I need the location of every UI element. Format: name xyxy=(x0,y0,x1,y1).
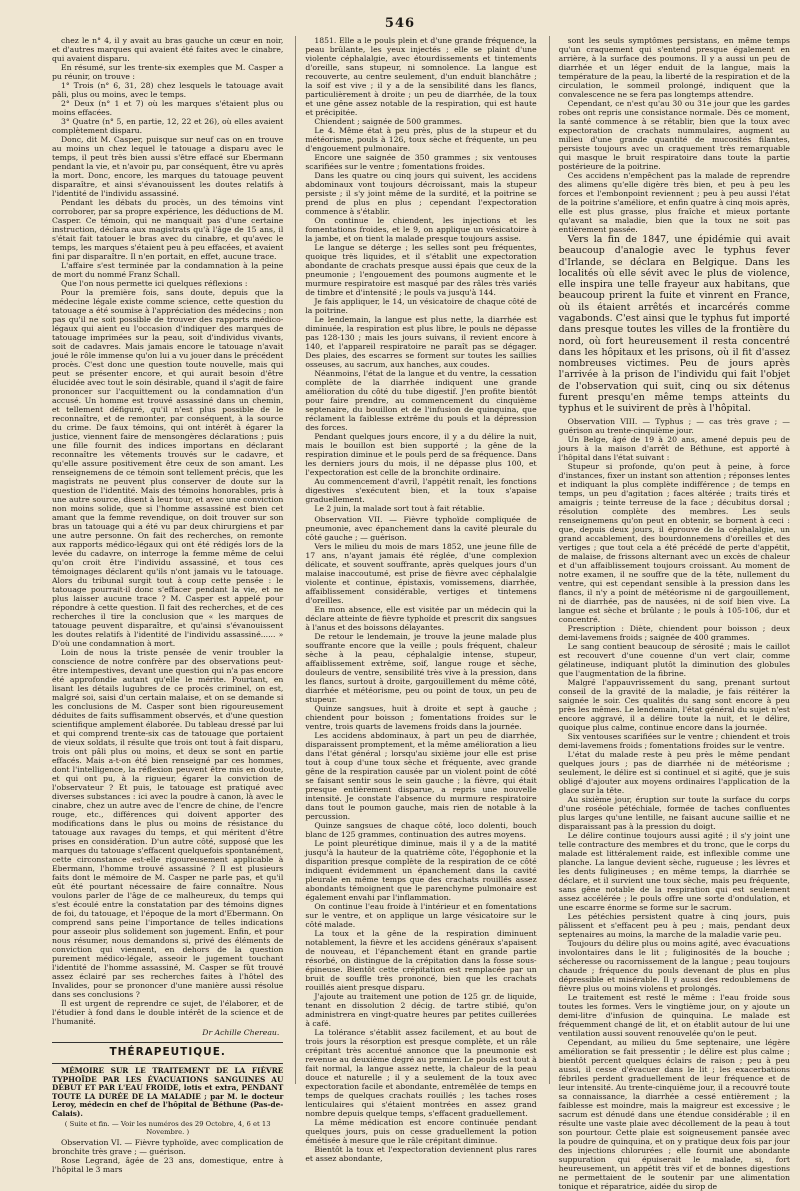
paragraph: Les accidens abdominaux, à part un peu de diarrhée, disparaissent promptement, et la même amélioration a lieu dans l'état général ; lorsqu'au sixième jour elle est prise tout à coup d'une toux sèche et fréquente, avec grande gêne de la respiration causée par un violent point de côté se faisant sentir sous le sein gauche ; la fièvre, qui était presque entièrement disparue, a repris une nouvelle intensité. Je constate l'absence du murmure respiratoire dans tout le poumon gauche, mais rien de notable à la percussion. xyxy=(305,731,537,821)
paragraph: En résumé, sur les trente-six exemples que M. Casper a pu réunir, on trouve : xyxy=(52,63,284,81)
paragraph: Au commencement d'avril, l'appétit renaît, les fonctions digestives s'exécutent bien, et la toux s'apaise graduellement. xyxy=(305,477,537,504)
paragraph: J'ajoute au traitement une potion de 125 gr. de liquide, tenant en dissolution 2 décig. de tartre stibié, qu'on administrera en vingt-quatre heures par petites cuillerées à café. xyxy=(305,992,537,1028)
paragraph: L'affaire s'est terminée par la condamnation à la peine de mort du nommé Franz Schall. xyxy=(52,261,284,279)
paragraph: Encore une saignée de 350 grammes ; six ventouses scarifiées sur le ventre ; fomentations froides. xyxy=(305,153,537,171)
paragraph: sont les seuls symptômes persistans, en même temps qu'un craquement qui s'entend presque également en arrière, à la surface des poumons. Il y a aussi un peu de diarrhée et un léger enduit de la langue, mais la température de la peau, la liberté de la respiration et de la circulation, le sommeil prolongé, indiquent que la convalescence ne se fera pas longtemps attendre. xyxy=(558,36,790,99)
paragraph: Le lendemain, la langue est plus nette, la diarrhée est diminuée, la respiration est plus libre, le pouls ne dépasse pas 128-130 ; mais les jours suivans, il revient encore à 140, et l'appareil respiratoire ne paraît pas se dégager. Des plaies, des escarres se forment sur toutes les saillies osseuses, au sacrum, aux hanches, aux coudes. xyxy=(305,315,537,369)
paragraph: Le 4. Même état à peu près, plus de la stupeur et du météorisme, pouls à 126, toux sèche et fréquente, un peu d'engouement pulmonaire. xyxy=(305,126,537,153)
paragraph: Pendant les débats du procès, un des témoins vint corroborer, par sa propre expérience, les déductions de M. Casper. Ce témoin, qui ne manquait pas d'une certaine instruction, déclara aux magistrats qu'à l'âge de 15 ans, il s'était fait tatouer le bras avec du cinabre, et qu'avec le temps, les marques s'étaient peu à peu effacées, et avaient fini par disparaître. Il n'en portait, en effet, aucune trace. xyxy=(52,198,284,261)
paragraph: Le traitement est resté le même : l'eau froide sous toutes les formes. Vers le vingtième jour, on y ajoute un demi-litre d'infusion de quinquina. Le malade est fréquemment changé de lit, et on établit autour de lui une ventilation aussi souvent renouvelée qu'on le peut. xyxy=(558,992,790,1038)
paragraph: Le langue se déterge ; les selles sont peu fréquentes, quoique très liquides, et il s'établit une expectoration abondante de crachats presque aussi épais que ceux de la pneumonie ; l'engouement des poumons augmente et le murmure respiratoire est masqué par des râles très variés de timbre et d'intensité ; le pouls va jusqu'à 144. xyxy=(305,243,537,297)
column-2 xyxy=(295,36,537,1163)
paragraph: Pendant quelques jours encore, il y a du délire la nuit, mais le bouillon est bien supporté ; la gêne de la respiration diminue et le pouls perd de sa fréquence. Dans les derniers jours du mois, il ne dépasse plus 100, et l'expectoration est celle de la bronchite ordinaire. xyxy=(305,432,537,477)
paragraph: 1851. Elle a le pouls plein et d'une grande fréquence, la peau brûlante, les yeux injectés ; elle se plaint d'une violente céphalalgie, avec étourdissements et tintements d'oreille, sans stupeur, ni somnolence. La langue est recouverte, au centre seulement, d'un enduit blanchâtre ; la soif est vive ; il y a de la sensibilité dans les flancs, particulièrement à droite ; un peu de diarrhée, de la toux et une gêne assez notable de la respiration, qui est haute et précipitée. xyxy=(305,36,537,117)
paragraph: Six ventouses scarifiées sur le ventre ; chiendent et trois demi-lavemens froids ; fomentations froides sur le ventre. xyxy=(558,731,790,750)
signature: Dr Achille Chereau. xyxy=(202,1028,280,1037)
column-3 xyxy=(549,36,790,1191)
article-heading: MÉMOIRE SUR LE TRAITEMENT DE LA FIÈVRE TYPHOÏDE PAR LES ÉVACUATIONS SANGUINES AU DÉBUT ET PAR L'EAU FROIDE, lotis et extra, PENDANT TOUTE LA DURÉE DE LA MALADIE ; par M. le docteur Leroy, médecin en chef de l'hôpital de Béthune (Pas-de-Calais). xyxy=(52,1066,284,1119)
paragraph: Dans les quatre ou cinq jours qui suivent, les accidens abdominaux vont toujours décroissant, mais la stupeur persiste ; il s'y joint même de la surdité, et la poitrine se prend de plus en plus ; cependant l'expectoration commence à s'établir. xyxy=(305,171,537,216)
paragraph: Ces accidens n'empêchent pas la malade de reprendre des alimens qu'elle digère très bien, et peu à peu les forces et l'embonpoint reviennent ; peu à peu aussi l'état de la poitrine s'améliore, et enfin quatre à cinq mois après, elle est plus grasse, plus fraîche et mieux portante qu'avant sa maladie, bien que la toux ne soit pas entièrement passée. xyxy=(558,171,790,234)
paragraph: 3° Quatre (n° 5, en partie, 12, 22 et 26), où elles avaient complètement disparu. xyxy=(52,117,284,135)
paragraph: Loin de nous la triste pensée de venir troubler la conscience de notre confrère par des observations peut-être intempestives, devant une question qui n'a pas encore été approfondie autant qu'elle le mérite. Pourtant, en lisant les détails lugubres de ce procès criminel, on est, malgré soi, saisi d'un certain malaise, et on se demande si les conclusions de M. Casper sont bien rigoureusement déduites de faits suffisamment observés, et d'une question scientifique amplement élaborée. Du tableau dressé par lui et qui comprend trente-six cas de tatouage que portaient de vieux soldats, il résulte que trois ont tout à fait disparu, trois ont pâli plus ou moins, et deux se sont en partie effacés. Mais a-t-on été bien renseigné par ces hommes, dont l'intelligence, la réflexion peuvent être mis en doute, et qui ont pu, à la rigueur, égarer la conviction de l'observateur ? Et puis, le tatouage est pratiqué avec diverses substances : ici avec la poudre à canon, là avec le cinabre, chez un autre avec de l'encre de chine, de l'encre rouge, etc., différences qui doivent apporter des modifications dans le plus ou moins de résistance du tatouage aux ravages du temps, et qui méritent d'être prises en considération. D'un autre côté, supposé que les marques du tatouage s'effacent quelquefois spontanément, cette circonstance est-elle rigoureusement applicable à Ebermann, l'homme trouvé assassiné ? Il est plusieurs faits dont le mémoire de M. Casper ne parle pas, et qu'il eût été pourtant nécessaire de faire connaître. Nous voulons parler de l'âge de ce malheureux, du temps qui s'est écoulé entre la constatation par des témoins dignes de foi, du tatouage, et l'époque de la mort d'Ebermann. On comprend sans peine l'importance de telles indications pour asseoir plus solidement son jugement. Enfin, et pour nous résumer, nous demandons si, privé des éléments de conviction qui viennent, en dehors de la question purement médico-légale, asseoir le jugement touchant l'identité de l'homme assassiné, M. Casper se fût trouvé assez éclairé par ses recherches faites à l'hôtel des Invalides, pour se prononcer d'une manière aussi résolue dans ses conclusions ? xyxy=(52,648,284,999)
paragraph: Le 2 juin, la malade sort tout à fait rétablie. xyxy=(314,504,485,513)
paragraph: La tolérance s'établit assez facilement, et au bout de trois jours la résorption est presque complète, et un râle crépitant très accentué annonce que la pneumonie est revenue au deuxième degré au premier. Le pouls est tout à fait normal, la langue assez nette, la chaleur de la peau douce et naturelle ; il y a seulement de la toux avec expectoration facile et abondante, entremêlée de temps en temps de quelques crachats rouillés ; les taches roses lenticulaires qui s'étaient montrées en assez grand nombre depuis quelque temps, s'effacent graduellement. xyxy=(305,1028,537,1118)
epidemic-paragraph: Vers la fin de 1847, une épidémie qui avait beaucoup d'analogie avec le typhus fever d'Irlande, se déclara en Belgique. Dans les localités où elle sévit avec le plus de violence, elle inspira une telle frayeur aux habitans, que beaucoup prirent la fuite et vinrent en France, où ils étaient arrêtés et incarcérés comme vagabonds. C'est ainsi que le typhus fut importé dans presque toutes les villes de la frontière du nord, où fort heureusement il resta concentré dans les hôpitaux et les prisons, où il fit d'assez nombreuses victimes. Peu de jours après l'arrivée à la prison de l'individu qui fait l'objet de l'observation qui suit, cinq ou six détenus furent presqu'en même temps atteints du typhus et le suivirent de près à l'hôpital. xyxy=(558,234,790,415)
column-3-text-continued xyxy=(559,435,790,1191)
paragraph: Néanmoins, l'état de la langue et du ventre, la cessation complète de la diarrhée indiquent une grande amélioration du côté du tube digestif. J'en profite bientôt pour faire prendre, au commencement du cinquième septenaire, du bouillon et de l'infusion de quinquina, que réclament la faiblesse extrême du pouls et la dépression des forces. xyxy=(305,369,537,432)
paragraph: Le point pleurétique diminue, mais il y a de la matité jusqu'à la hauteur de la quatrième côte, l'égophonie et la disparition presque complète de la respiration de ce côté indiquent évidemment un épanchement dans la cavité pleurale en même temps que des crachats rouillés assez abondants témoignent que le parenchyme pulmonaire est également envahi par l'inflammation. xyxy=(305,839,537,902)
paragraph: chez le n° 4, il y avait au bras gauche un cœur en noir, et d'autres marques qui avaient été faites avec le cinabre, qui avaient disparu. xyxy=(52,36,284,63)
paragraph: Cependant, ce n'est qu'au 30 ou 31e jour que les gardes robes ont repris une consistance normale. Dès ce moment, la santé commence à se rétablir, bien que la toux avec expectoration de crachats nummulaires, augment au milieu d'une grande quantité de mucosités filantes, persiste toujours avec un craquement très remarquable qui masque le bruit respiratoire dans toute la partie postérieure de la poitrine. xyxy=(558,99,790,171)
column-1-text xyxy=(52,36,283,1026)
observation-heading: Observation VIII. — Typhus ; — cas très grave ; — guérison au trente-cinquième jour. xyxy=(558,416,790,435)
paragraph: Les pétéchies persistent quatre à cinq jours, puis pâlissent et s'effacent peu à peu ; mais, pendant deux septenaires au moins, la marche de la maladie varie peu. xyxy=(558,911,790,939)
paragraph: Stupeur si profonde, qu'on peut à peine, à force d'instances, fixer un instant son attention ; réponses lentes et indiquant la plus complète indifférence ; de temps en temps, un peu d'agitation ; faces altérée ; traits tirés et amaigris ; teinte terreuse de la face ; décubitus dorsal ; résolution complète des membres. Les seuls renseignemens qu'on peut en obtenir, se bornent à ceci : que, depuis deux jours, il éprouve de la céphalalgie, un grand accablement, des bourdonnemens d'oreilles et des vertiges ; que tout cela a été précédé de perte d'appétit, de malaise, de frissons alternant avec un excès de chaleur et d'un affaiblissement toujours croissant. Au moment de notre examen, il ne souffre que de la tête, nullement du ventre, qui est cependant sensible à la pression dans les flancs, il n'y a point de météorisme ni de gargouillement, ni de diarrhée, pas de nausées, ni de soif bien vive. La langue est sèche et brûlante ; le pouls à 105-106, dur et concentré. xyxy=(558,461,790,624)
observation-heading: Observation VII. — Fièvre typhoïde compliquée de pneumonie, avec épanchement dans la cavité pleurale du côté gauche ; — guérison. xyxy=(305,515,537,542)
paragraph: Quinze sangsues, huit à droite et sept à gauche ; chiendent pour boisson ; fomentations froides sur le ventre, trois quarts de lavemens froids dans la journée. xyxy=(305,704,537,731)
paragraph: Bientôt la toux et l'expectoration deviennent plus rares et assez abondante, xyxy=(305,1145,537,1163)
section-title: THÉRAPEUTIQUE. xyxy=(109,1046,226,1058)
paragraph: De retour le lendemain, je trouve la jeune malade plus souffrante encore que la veille ; pouls fréquent, chaleur sèche à la peau, céphalalgie intense, stupeur, affaiblissement extrême, soif, langue rouge et sèche, douleurs de ventre, sensibilité très vive à la pression, dans les flancs, surtout à droite, gargouillement du même côté, diarrhée et météorisme, peu ou point de toux, un peu de stupeur. xyxy=(305,632,537,704)
paragraph: Il est urgent de reprendre ce sujet, de l'élaborer, et de l'étudier à fond dans le double intérêt de la science et de l'humanité. xyxy=(52,999,284,1026)
paragraph: Je fais appliquer, le 14, un vésicatoire de chaque côté de la poitrine. xyxy=(305,297,537,315)
paragraph: Le sang contient beaucoup de sérosité ; mais le caillot est recouvert d'une couenne d'un vert clair, comme gélatineuse, indiquant plutôt la diminution des globules que l'augmentation de la fibrine. xyxy=(558,641,790,678)
paragraph: Chiendent ; saignée de 500 grammes. xyxy=(314,117,463,126)
column-1 xyxy=(52,36,284,1174)
paragraph: Au sixième jour, éruption sur toute la surface du corps d'une roséole pétéchiale, formée de taches confluentes plus larges qu'une lentille, ne faisant aucune saillie et ne disparaissant pas à la pression du doigt. xyxy=(558,794,790,831)
paragraph: Vers le milieu du mois de mars 1852, une jeune fille de 17 ans, n'ayant jamais été réglée, d'une complexion délicate, et souvent souffrante, après quelques jours d'un malaise inaccoutumé, est prise de fièvre avec céphalalgie violente et continue, épistaxis, vomissemens, diarrhée, affaiblissement considérable, vertiges et tintemens d'oreilles. xyxy=(305,542,537,605)
paragraph: En mon absence, elle est visitée par un médecin qui la déclare atteinte de fièvre typhoïde et prescrit dix sangsues à l'anus et des boissons délayantes. xyxy=(305,605,537,632)
paragraph: Toujours du délire plus ou moins agité, avec évacuations involontaires dans le lit ; fuliginosités de la bouche ; sécheresse ou racornissement de la langue ; peau toujours chaude ; fréquence du pouls devenant de plus en plus dépressible et misérable. Il y aussi des redoublemens de fièvre plus ou moins violens et prolongés. xyxy=(558,938,790,993)
paragraph: Prescription : Diète, chiendent pour boisson ; deux demi-lavemens froids ; saignée de 400 grammes. xyxy=(558,623,790,642)
paragraph: La même médication est encore continuée pendant quelques jours, puis on cesse graduellement la potion émétisée à mesure que le râle crépitant diminue. xyxy=(305,1118,537,1145)
paragraph: Un Belge, âgé de 19 à 20 ans, amené depuis peu de jours à la maison d'arrêt de Béthune, est apporté à l'hôpital dans l'état suivant : xyxy=(558,434,790,462)
column-2-text-continued xyxy=(305,542,536,1163)
column-3-text xyxy=(559,36,790,234)
paragraph: Quinze sangsues de chaque côté, loco dolenti, bouch blanc de 125 grammes, continuation des autres moyens. xyxy=(305,821,537,839)
paragraph: On continue le chiendent, les injections et les fomentations froides, et le 9, on applique un vésicatoire à la jambe, et on tient la malade presque toujours assise. xyxy=(305,216,537,243)
paragraph: L'état du malade reste à peu près le même pendant quelques jours ; pas de diarrhée ni de météorisme ; seulement, le délire est si continuel et si agité, que je suis obligé d'ajouter aux moyens ordinaires l'application de la glace sur la tête. xyxy=(558,749,790,795)
paragraph: On continue l'eau froide à l'intérieur et en fomentations sur le ventre, et on applique un large vésicatoire sur le côté malade. xyxy=(305,902,537,929)
page-number: 546 xyxy=(384,16,416,31)
article-columns xyxy=(52,36,790,1191)
paragraph: 1° Trois (n° 6, 31, 28) chez lesquels le tatouage avait pâli, plus ou moins, avec le temps. xyxy=(52,81,284,99)
paragraph: Le délire continue toujours aussi agité ; il s'y joint une telle contracture des membres et du tronc, que le corps du malade est littéralement raide, est inflexible comme une planche. La langue devient sèche, rugueuse ; les lèvres et les dents fuligineuses ; en même temps, la diarrhée se déclare, et il survient une toux sèche, mais peu fréquente, sans gêne notable de la respiration qui est seulement assez accélérée ; le pouls offre une sorte d'ondulation, et une escarre énorme se forme sur le sacrum. xyxy=(558,830,790,912)
section-divider xyxy=(52,1042,283,1043)
column-2-text xyxy=(305,36,536,513)
paragraph: Donc, dit M. Casper, puisque sur neuf cas on en trouve au moins un chez lequel le tatouage a disparu avec le temps, il peut très bien aussi s'être effacé sur Ebermann pendant la vie, et n'avoir pu, par conséquent, être vu après la mort. Donc, encore, les marques du tatouage peuvent disparaître, et ainsi s'évanouissent les doutes relatifs à l'identité de l'individu assassiné. xyxy=(52,135,284,198)
paragraph: Que l'on nous permette ici quelques réflexions : xyxy=(61,279,248,288)
paragraph: Malgré l'appauvrissement du sang, prenant surtout conseil de la gravité de la maladie, je fais réitérer la saignée le soir. Ces qualités du sang sont encore à peu près les mêmes. Le lendemain, l'état général du sujet n'est encore aggravé, il a délire toute la nuit, et le délire, quoique plus calme, continue encore dans la journée. xyxy=(558,677,790,732)
paragraph: La toux et la gêne de la respiration diminuent notablement, la fièvre et les accidens généraux s'apaisent de nouveau, et l'épanchement étant en grande partie résorbé, on distingue de la crépitation dans la fosse sous-épineuse. Bientôt cette crépitation est remplacée par un bruit de souffle très prononcé, bien que les crachats rouillés aient presque disparu. xyxy=(305,929,537,992)
section-divider-bottom xyxy=(52,1063,283,1064)
paragraph: Pour la première fois, sans doute, depuis que la médecine légale existe comme science, cette question du tatouage a été soumise à l'appréciation des médecins ; non pas qu'il ne soit possible de trouver des rapports médico-légaux qui aient eu l'occasion d'indiquer des marques de tatouage imprimées sur la peau, soit d'individus vivants, soit de cadavres. Mais jamais encore le tatouage n'avait joué le rôle immense qu'on lui a vu jouer dans le précédent procès. C'est donc une question toute nouvelle, mais qui peut se présenter encore, et qui aurait besoin d'être élucidée avec tout le soin désirable, quand il s'agit de faire prononcer sur l'acquittement ou la condamnation d'un accusé. Un homme est trouvé assassiné dans un chemin, et tellement défiguré, qu'il n'est plus possible de le reconnaître, et de remonter, par conséquent, à la source du crime. De faux témoins, qui ont intérêt à égarer la justice, viennent faire de mensongères déclarations ; puis une fille fournit des indices importans en déclarant reconnaître les vêtements trouvés sur le cadavre, et qu'elle assure positivement être ceux de son amant. Les renseignemens de ce témoin sont tellement précis, que les magistrats ne peuvent plus conserver de doute sur la question de l'identité. Mais des témoins honorables, pris à une autre source, disent à leur tour, et avec une conviction non moins solide, que si l'homme assassiné est bien cet amant que la femme revendique, on doit trouver sur son bras un tatouage qui a été vu par deux chirurgiens et par une autre personne. On fait des recherches, on remonte aux rapports médico-légaux qui ont été rédigés lors de la levée du cadavre, on interroge la femme même de celui qu'on croit être l'individu assassiné, et tous ces témoignages déclarent qu'ils n'ont jamais vu le tatouage. Alors du tribunal surgit tout à coup cette pensée : le tatouage pourrait-il donc s'effacer pendant la vie, et ne plus laisser aucune trace ? M. Casper est appelé pour répondre à cette question. Il fait des recherches, et de ces recherches il tire la conclusion que « les marques de tatouage peuvent disparaître, et qu'ainsi s'évanouissent les doutes relatifs à l'identité de l'individu assassiné...... » D'où une condamnation à mort. xyxy=(52,288,284,648)
article-note: ( Suite et fin. — Voir les numéros des 29 Octobre, 4, 6 et 13 Novembre. ) xyxy=(64,1119,271,1136)
paragraph: Rose Legrand, âgée de 23 ans, domestique, entre à l'hôpital le 3 mars xyxy=(52,1155,284,1174)
paragraph: Cependant, au milieu du 5me septenaire, une légère amélioration se fait pressentir ; le délire est plus calme ; bientôt percent quelques éclairs de raison ; peu à peu aussi, il cesse d'évacuer dans le lit ; les exacerbations fébriles perdent graduellement de leur fréquence et de leur intensité. Au trente-cinquième jour, il a recouvré toute sa connaissance, la diarrhée a cessé entièrement ; la faiblesse est moindre, mais la maigreur est excessive ; le sacrum est dénudé dans une étendue considérable ; il en résulte une vaste plaie avec décollement de la peau à tout son pourtour. Cette plaie est soigneusement pansée avec la poudre de quinquina, et on y pratique deux fois par jour des injections chlorurées ; elle fournit une abondante suppuration qui épuiserait le malade, si, fort heureusement, un appétit très vif et de bonnes digestions ne permettaient de le soutenir par une alimentation tonique et réparatrice, aidée du sirop de xyxy=(558,1037,790,1191)
observation-heading: Observation VI. — Fièvre typhoïde, avec complication de bronchite très grave ; — guérison. xyxy=(52,1137,284,1156)
paragraph: 2° Deux (n° 1 et 7) où les marques s'étaient plus ou moins effacées. xyxy=(52,99,284,117)
